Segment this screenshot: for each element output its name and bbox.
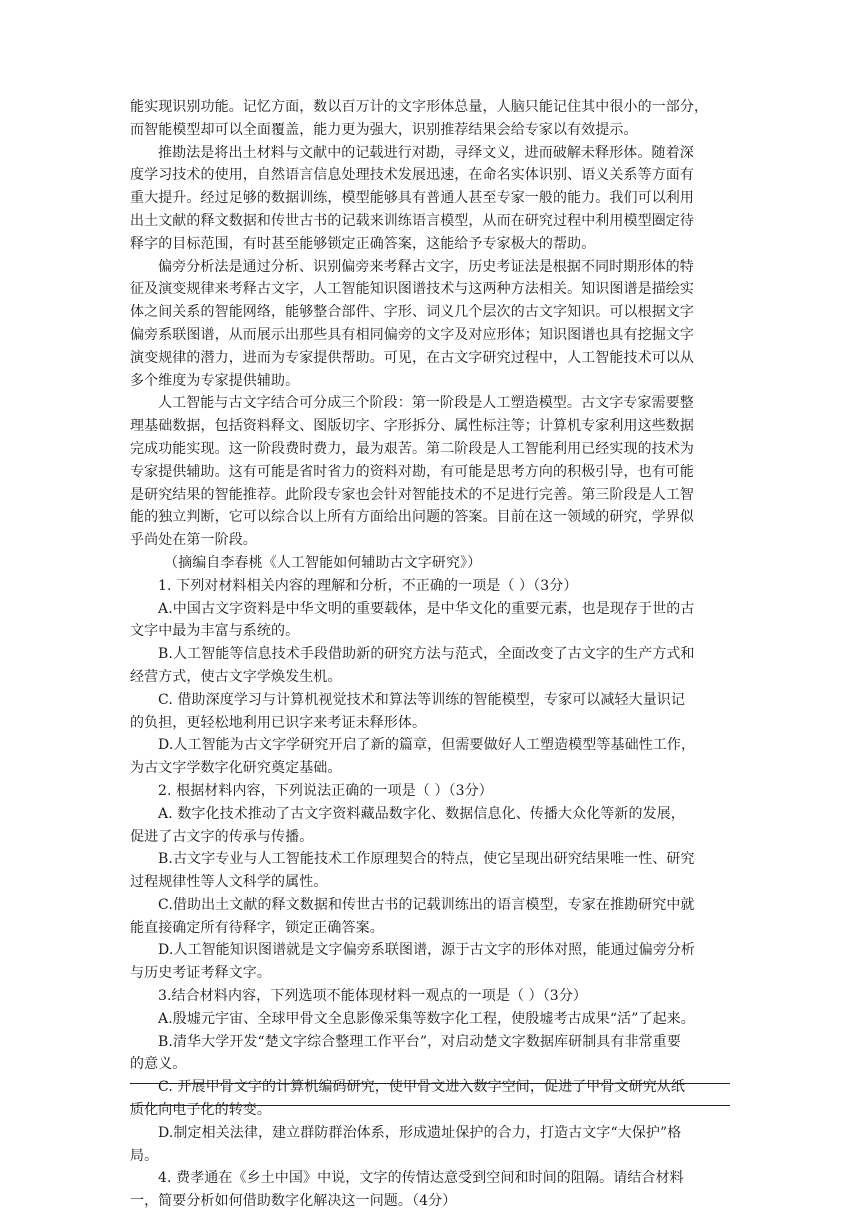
text-line: D.制定相关法律，建立群防群治体系，形成遗址保护的合力，打造古文字“大保护”格 — [158, 1124, 682, 1141]
text-line: 的意义。 — [130, 1056, 187, 1073]
text-line: 与历史考证考释文字。 — [130, 965, 271, 982]
text-line: C. 开展甲骨文字的计算机编码研究，使甲骨文进入数字空间，促进了甲骨文研究从纸 — [158, 1079, 686, 1096]
text-line: 释字的目标范围，有时甚至能够锁定正确答案，这能给予专家极大的帮助。 — [130, 235, 596, 252]
text-line: D.人工智能为古文字学研究开启了新的篇章，但需要做好人工塑造模型等基础性工作， — [158, 737, 696, 754]
text-line: 多个维度为专家提供辅助。 — [130, 372, 300, 389]
text-line: 重大提升。经过足够的数据训练，模型能够具有普通人甚至专家一般的能力。我们可以利用 — [130, 190, 694, 207]
text-line: A.中国古文字资料是中华文明的重要载体，是中华文化的重要元素，也是现存于世的古 — [158, 600, 695, 617]
text-line: 演变规律的潜力，进而为专家提供帮助。可见，在古文字研究过程中，人工智能技术可以从 — [130, 349, 694, 366]
text-line: 2. 根据材料内容，下列说法正确的一项是（ ）（3分） — [158, 782, 493, 799]
text-line: 质化向电子化的转变。 — [130, 1102, 271, 1119]
text-line: 偏旁分析法是通过分析、识别偏旁来考释古文字，历史考证法是根据不同时期形体的特 — [158, 258, 694, 275]
text-line: 4. 费孝通在《乡土中国》中说，文字的传情达意受到空间和时间的阻隔。请结合材料 — [158, 1170, 684, 1187]
text-line: A.殷墟元宇宙、全球甲骨文全息影像采集等数字化工程，使殷墟考古成果“活”了起来。 — [158, 1010, 695, 1027]
text-line: B.人工智能等信息技术手段借助新的研究方法与范式，全面改变了古文字的生产方式和 — [158, 646, 695, 663]
text-line: 经营方式，使古文字学焕发生机。 — [130, 668, 342, 685]
text-line: 推勘法是将出土材料与文献中的记载进行对勘，寻绎文义，进而破解未释形体。随着深 — [158, 144, 694, 161]
text-line: 征及演变规律来考释古文字，人工智能知识图谱技术与这两种方法相关。知识图谱是描绘实 — [130, 281, 694, 298]
text-line: 偏旁系联图谱，从而展示出那些具有相同偏旁的文字及对应形体；知识图谱也具有挖掘文字 — [130, 326, 694, 343]
text-line: 文字中最为丰富与系统的。 — [130, 623, 300, 640]
reading-passage-and-questions — [130, 96, 730, 1213]
text-line: 出土文献的释文数据和传世古书的记载来训练语言模型，从而在研究过程中利用模型圈定待 — [130, 212, 694, 229]
text-line: 是研究结果的智能推荐。此阶段专家也会针对智能技术的不足进行完善。第三阶段是人工智 — [130, 486, 694, 503]
answer-line-2 — [130, 1105, 730, 1106]
text-line: 3.结合材料内容，下列选项不能体现材料一观点的一项是（ ）（3分） — [158, 988, 588, 1005]
text-line: 乎尚处在第一阶段。 — [130, 532, 257, 549]
text-line: D.人工智能知识图谱就是文字偏旁系联图谱，源于古文字的形体对照，能通过偏旁分析 — [158, 942, 696, 959]
text-line: （摘编自李春桃《人工智能如何辅助古文字研究》） — [164, 554, 482, 571]
text-line: C.借助出土文献的释文数据和传世古书的记载训练出的语言模型，专家在推勘研究中就 — [158, 896, 695, 913]
text-line: 能的独立判断，它可以综合以上所有方面给出问题的答案。目前在这一领域的研究，学界似 — [130, 509, 694, 526]
text-line: 1. 下列对材料相关内容的理解和分析，不正确的一项是（ ）（3分） — [158, 577, 578, 594]
text-line: 度学习技术的使用，自然语言信息处理技术发展迅速，在命名实体识别、语义关系等方面有 — [130, 167, 694, 184]
text-line: A. 数字化技术推动了古文字资料藏品数字化、数据信息化、传播大众化等新的发展， — [158, 805, 685, 822]
text-line: 一，简要分析如何借助数字化解决这一问题。（4分） — [130, 1193, 457, 1210]
text-line: 过程规律性等人文科学的属性。 — [130, 874, 328, 891]
text-line: 体之间关系的智能网络，能够整合部件、字形、词义几个层次的古文字知识。可以根据文字 — [130, 304, 694, 321]
text-line: B.清华大学开发“楚文字综合整理工作平台”，对启动楚文字数据库研制具有非常重要 — [158, 1033, 681, 1050]
text-line: 促进了古文字的传承与传播。 — [130, 828, 314, 845]
text-line: 为古文字学数字化研究奠定基础。 — [130, 760, 342, 777]
text-line: 人工智能与古文字结合可分成三个阶段：第一阶段是人工塑造模型。古文字专家需要整 — [158, 395, 694, 412]
answer-line-1 — [130, 1083, 730, 1084]
text-line: 专家提供辅助。这有可能是省时省力的资料对勘，有可能是思考方向的积极引导，也有可能 — [130, 463, 694, 480]
text-line: 理基础数据，包括资料释文、图版切字、字形拆分、属性标注等；计算机专家利用这些数据 — [130, 418, 694, 435]
text-line: 能实现识别功能。记忆方面，数以百万计的文字形体总量，人脑只能记住其中很小的一部分， — [130, 99, 709, 115]
text-line: B.古文字专业与人工智能技术工作原理契合的特点，使它呈现出研究结果唯一性、研究 — [158, 851, 695, 868]
text-line: C. 借助深度学习与计算机视觉技术和算法等训练的智能模型，专家可以减轻大量识记 — [158, 691, 686, 708]
text-line: 局。 — [130, 1147, 159, 1164]
text-line: 能直接确定所有待释字，锁定正确答案。 — [130, 919, 384, 936]
text-line: 的负担，更轻松地利用已识字来考证未释形体。 — [130, 714, 427, 731]
text-line: 而智能模型却可以全面覆盖，能力更为强大，识别推荐结果会给专家以有效提示。 — [130, 121, 638, 138]
text-line: 完成功能实现。这一阶段费时费力，最为艰苦。第二阶段是人工智能利用已经实现的技术为 — [130, 440, 694, 457]
